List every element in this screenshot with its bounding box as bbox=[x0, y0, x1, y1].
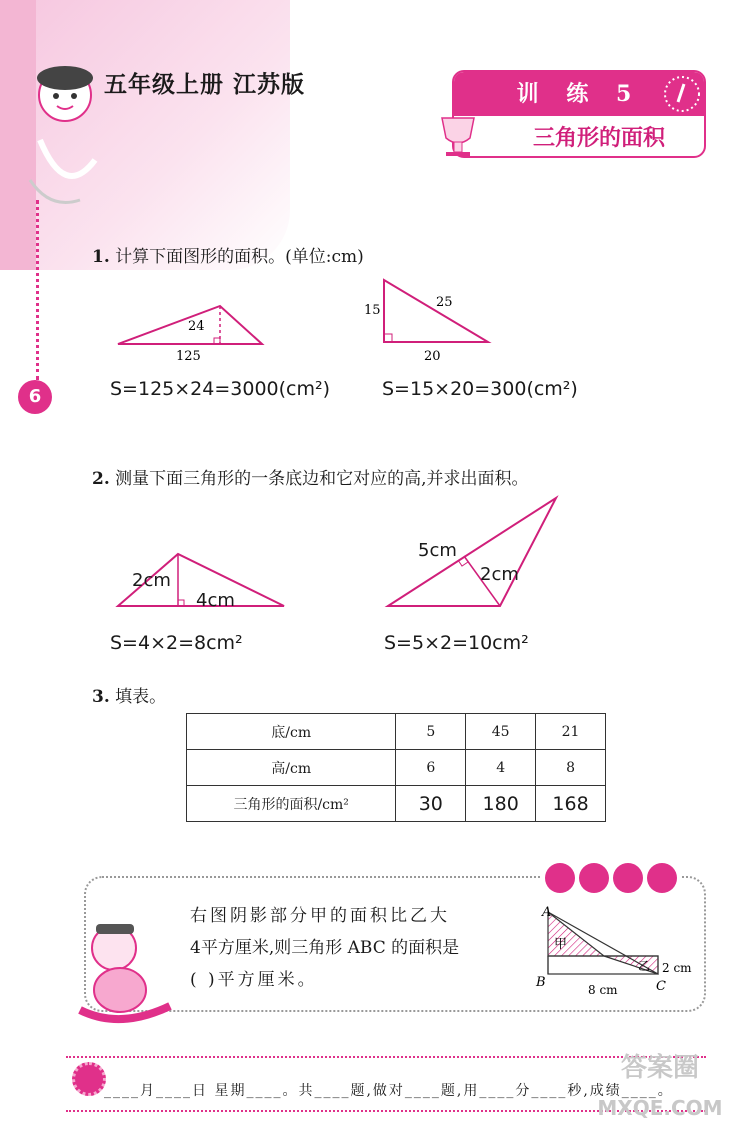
lesson-subtitle: 三角形的面积 bbox=[532, 125, 665, 151]
table-cell: 4 bbox=[466, 750, 536, 786]
table-answer-cell[interactable]: 168 bbox=[536, 786, 606, 822]
cartoon-girl-icon bbox=[20, 60, 110, 210]
challenge-badge-icon bbox=[540, 860, 682, 896]
table-cell: 6 bbox=[396, 750, 466, 786]
q2-prompt bbox=[92, 464, 529, 489]
q2-fig2-height-label: 2cm bbox=[480, 564, 519, 585]
footer-text: ____月____日 星期____。共____题,做对____题,用____分____秒,成绩____。 bbox=[104, 1083, 674, 1099]
watermark bbox=[570, 1048, 750, 1138]
challenge-label-base: 8 cm bbox=[588, 983, 618, 997]
table-cell: 5 bbox=[396, 714, 466, 750]
q1-fig1-base-label: 125 bbox=[176, 349, 201, 364]
challenge-label-b: B bbox=[536, 975, 546, 990]
challenge-label-side: 2 cm bbox=[662, 961, 692, 975]
q3-prompt bbox=[92, 682, 166, 707]
table-row bbox=[187, 786, 606, 822]
q2-text: 测量下面三角形的一条底边和它对应的高,并求出面积。 bbox=[115, 469, 529, 489]
table-cell: 45 bbox=[466, 714, 536, 750]
q2-fig1-base-label: 4cm bbox=[196, 590, 235, 611]
dotted-margin-line bbox=[36, 200, 39, 380]
q1-prompt bbox=[92, 242, 364, 267]
q3-number: 3. bbox=[92, 687, 110, 707]
q2-fig2-base-label: 5cm bbox=[418, 540, 457, 561]
q1-figure-1 bbox=[110, 292, 280, 364]
challenge-line-3: ( )平方厘米。 bbox=[190, 970, 318, 990]
q2-figure-2 bbox=[380, 492, 564, 614]
challenge-label-jia: 甲 bbox=[554, 937, 568, 952]
table-answer-cell[interactable]: 30 bbox=[396, 786, 466, 822]
book-title: 五年级上册 江苏版 bbox=[104, 72, 306, 98]
q1-fig2-hyp-label: 25 bbox=[436, 295, 453, 310]
trophy-icon bbox=[428, 112, 488, 158]
q3-text: 填表。 bbox=[115, 687, 167, 707]
q1-fig2-side-b-label: 20 bbox=[424, 349, 441, 364]
q1-fig2-side-a-label: 15 bbox=[364, 303, 381, 318]
q1-fig2-answer: S=15×20=300(cm²) bbox=[382, 378, 578, 400]
table-row-label: 三角形的面积/cm² bbox=[187, 786, 396, 822]
table-answer-cell[interactable]: 180 bbox=[466, 786, 536, 822]
clock-icon bbox=[662, 74, 702, 114]
q1-number: 1. bbox=[92, 247, 110, 267]
challenge-figure bbox=[532, 900, 702, 1000]
q2-fig1-height-label: 2cm bbox=[132, 570, 171, 591]
watermark-line-1: 答案圈 bbox=[620, 1053, 699, 1083]
q2-fig2-answer: S=5×2=10cm² bbox=[384, 632, 529, 654]
q1-text: 计算下面图形的面积。(单位:cm) bbox=[115, 247, 364, 267]
lesson-label: 训 练 5 bbox=[454, 72, 704, 116]
q1-figure-2 bbox=[360, 272, 500, 364]
table-row-label: 底/cm bbox=[187, 714, 396, 750]
page-number: 6 bbox=[18, 380, 52, 414]
challenge-label-c: C bbox=[656, 979, 666, 994]
q1-fig1-height-label: 24 bbox=[188, 319, 205, 334]
q1-fig1-answer: S=125×24=3000(cm²) bbox=[110, 378, 331, 400]
table-cell: 21 bbox=[536, 714, 606, 750]
cartoon-skier-icon bbox=[60, 910, 180, 1030]
table-row bbox=[187, 750, 606, 786]
fill-table bbox=[186, 713, 606, 822]
table-row-label: 高/cm bbox=[187, 750, 396, 786]
challenge-line-1: 右图阴影部分甲的面积比乙大 bbox=[190, 906, 450, 926]
table-cell: 8 bbox=[536, 750, 606, 786]
q2-fig1-answer: S=4×2=8cm² bbox=[110, 632, 243, 654]
challenge-label-yi: 乙 bbox=[638, 959, 651, 973]
challenge-label-a: A bbox=[542, 905, 552, 920]
challenge-text bbox=[190, 900, 520, 996]
watermark-line-2: MXQE.COM bbox=[597, 1096, 723, 1120]
challenge-line-2: 4平方厘米,则三角形 ABC 的面积是 bbox=[190, 938, 460, 958]
q2-number: 2. bbox=[92, 469, 110, 489]
table-row bbox=[187, 714, 606, 750]
medal-icon bbox=[72, 1062, 106, 1096]
